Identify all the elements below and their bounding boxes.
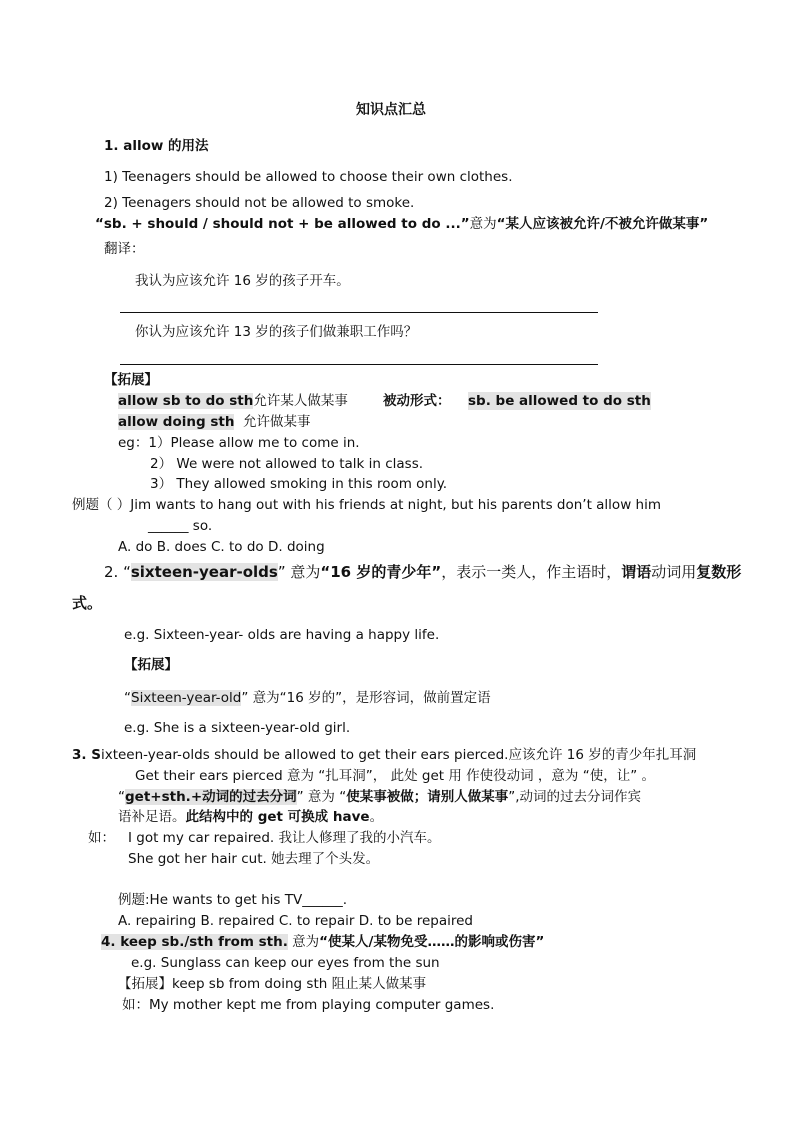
explanation-line — [118, 808, 383, 826]
phrase-line — [118, 413, 311, 431]
meaning-label: ” 意为 “ — [296, 789, 347, 805]
phrase-line — [118, 392, 348, 410]
exercise-options: A. repairing B. repaired C. to repair D. to be repaired — [118, 913, 473, 929]
extension-line: 【拓展】keep sb from doing sth 阻止某人做某事 — [118, 976, 427, 992]
example-sentence: 3） They allowed smoking in this room only. — [150, 476, 448, 492]
term: sixteen-year-olds — [130, 563, 278, 581]
description-bold: 谓语 — [621, 563, 652, 581]
quote-mark: “ — [124, 690, 131, 706]
adjective-term: Sixteen-year-old — [131, 690, 242, 706]
section-3-heading — [72, 746, 696, 764]
explanation-bold: 此结构中的 get 可换成 have — [185, 809, 370, 825]
page-title: 知识点汇总 — [356, 102, 426, 118]
description-bold: 式。 — [72, 594, 103, 612]
example-sentence: e.g. Sunglass can keep our eyes from the sun — [131, 955, 440, 971]
translate-item: 我认为应该允许 16 岁的孩子开车。 — [135, 273, 350, 289]
explanation: ”,动词的过去分词作宾 — [508, 789, 641, 805]
rule-meaning-label: 意为 — [469, 216, 497, 232]
description-bold: 复数形 — [696, 563, 742, 581]
section-2-heading — [104, 563, 741, 581]
heading-phrase: 4. keep sb./sth from sth. — [101, 934, 288, 950]
explanation: 语补足语。 — [118, 809, 186, 825]
meaning-label: 意为 — [287, 934, 320, 950]
meaning-label: ” 意为 — [277, 563, 321, 581]
formula-line — [118, 788, 641, 806]
adjective-line — [124, 689, 491, 707]
phrase-meaning: 允许做某事 — [243, 414, 311, 430]
adjective-description: ” 意为“16 岁的”，是形容词，做前置定语 — [241, 690, 491, 706]
rule-meaning: “某人应该被允许/不被允许做某事” — [496, 216, 709, 232]
exercise-options: A. do B. does C. to do D. doing — [118, 539, 325, 555]
rule-pattern: “sb. + should / should not + be allowed to do ...” — [95, 216, 470, 232]
heading-prefix: 2. “ — [104, 563, 131, 581]
extension-label: 【拓展】 — [104, 372, 158, 388]
formula: get+sth.+动词的过去分词 — [125, 789, 297, 805]
section-4-heading — [101, 933, 544, 951]
quote-mark: “ — [118, 789, 125, 805]
extension-label: 【拓展】 — [124, 657, 178, 673]
example-sentence: 2） We were not allowed to talk in class. — [150, 456, 424, 472]
example-sentence: 2) Teenagers should not be allowed to smoke. — [104, 195, 415, 211]
formula-meaning: 使某事被做；请别人做某事 — [346, 789, 509, 805]
example-sentence: e.g. Sixteen-year- olds are having a happy life. — [124, 627, 440, 643]
phrase: allow doing sth — [118, 414, 235, 430]
exercise-question: 例题（ ）Jim wants to hang out with his friends at night, but his parents don’t allow him — [72, 497, 661, 513]
example-label: 如： — [88, 830, 115, 846]
phrase: allow sb to do sth — [118, 393, 254, 409]
example-sentence: 1) Teenagers should be allowed to choose their own clothes. — [104, 169, 513, 185]
example-sentence: She got her hair cut. 她去理了个头发。 — [128, 851, 380, 867]
heading-number: 3. S — [72, 747, 101, 763]
translate-item: 你认为应该允许 13 岁的孩子们做兼职工作吗？ — [135, 324, 418, 340]
example-sentence: 如：My mother kept me from playing computer games. — [122, 997, 495, 1013]
description: 动词用 — [651, 563, 697, 581]
phrase-meaning: 允许某人做某事 — [253, 393, 348, 409]
explanation: Get their ears pierced 意为 “扎耳洞”， 此处 get 用 作使役动词 ，意为 “使，让” 。 — [135, 768, 655, 784]
phrase-meaning: “使某人/某物免受……的影响或伤害” — [319, 934, 545, 950]
term-meaning: “16 岁的青少年” — [320, 563, 442, 581]
exercise-question: 例题:He wants to get his TV______. — [118, 892, 347, 908]
passive-label: 被动形式： — [383, 393, 451, 409]
section-1-heading: 1. allow 的用法 — [104, 138, 209, 154]
example-sentence: e.g. She is a sixteen-year-old girl. — [124, 720, 351, 736]
example-sentence: I got my car repaired. 我让人修理了我的小汽车。 — [128, 830, 441, 846]
answer-line — [120, 364, 598, 365]
example-sentence: eg：1）Please allow me to come in. — [118, 435, 360, 451]
answer-line — [120, 312, 598, 313]
rule-line — [95, 215, 708, 233]
translate-label: 翻译： — [104, 241, 145, 257]
description: ，表示一类人，作主语时， — [441, 563, 622, 581]
passive-phrase: sb. be allowed to do sth — [468, 393, 651, 409]
explanation: 。 — [369, 809, 384, 825]
heading-text: ixteen-year-olds should be allowed to get their ears pierced.应该允许 16 岁的青少年扎耳洞 — [100, 747, 697, 763]
exercise-question-cont: ______ so. — [148, 518, 213, 534]
